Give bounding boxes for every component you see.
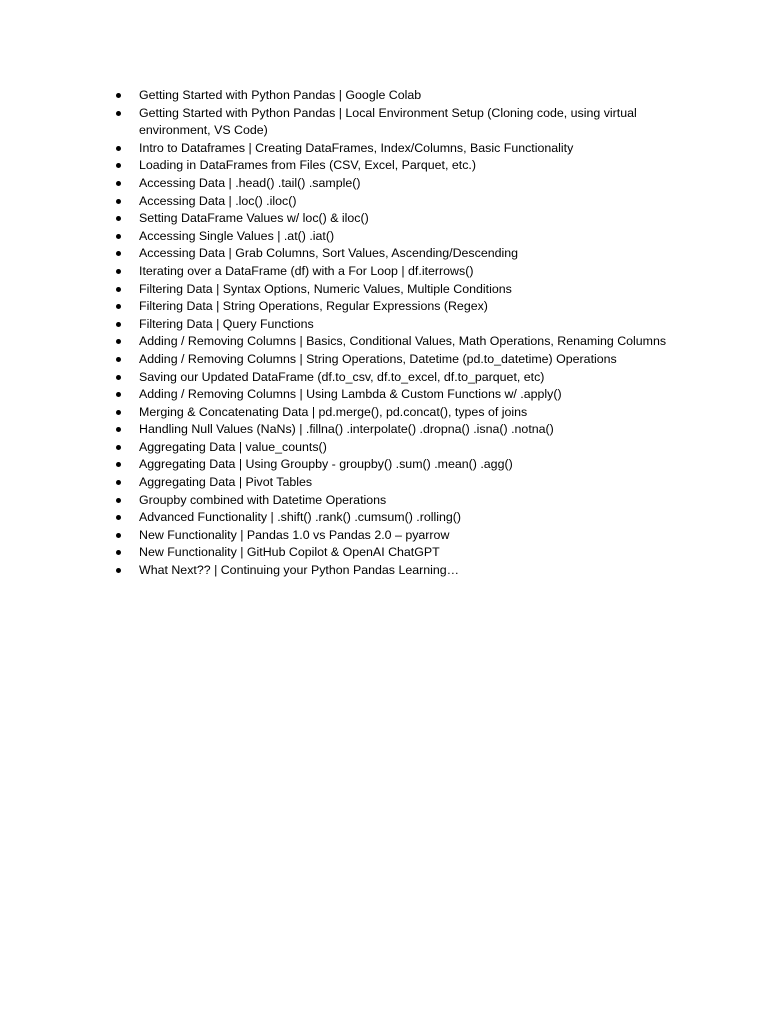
list-item	[115, 281, 675, 299]
list-item-text: Adding / Removing Columns | Basics, Conditional Values, Math Operations, Renaming Columns	[139, 334, 667, 349]
list-item-text: Adding / Removing Columns | Using Lambda & Custom Functions w/ .apply()	[139, 387, 562, 402]
list-item	[115, 316, 675, 334]
bullet-icon	[116, 322, 121, 327]
list-item	[115, 544, 675, 562]
bullet-icon	[116, 445, 121, 450]
list-item-text: Aggregating Data | value_counts()	[139, 439, 327, 454]
list-item	[115, 351, 675, 369]
bullet-icon	[116, 357, 121, 362]
list-item	[115, 228, 675, 246]
list-item-text: Loading in DataFrames from Files (CSV, Excel, Parquet, etc.)	[139, 158, 476, 173]
list-item-text: Filtering Data | Syntax Options, Numeric Values, Multiple Conditions	[139, 281, 512, 296]
list-item	[115, 87, 675, 105]
topic-list	[115, 87, 675, 580]
bullet-icon	[116, 287, 121, 292]
list-item-text: Groupby combined with Datetime Operations	[139, 492, 387, 507]
bullet-icon	[116, 498, 121, 503]
list-item-text: Saving our Updated DataFrame (df.to_csv, df.to_excel, df.to_parquet, etc)	[139, 369, 545, 384]
list-item	[115, 421, 675, 439]
list-item	[115, 245, 675, 263]
bullet-icon	[116, 550, 121, 555]
list-item	[115, 456, 675, 474]
list-item-text: New Functionality | GitHub Copilot & OpenAI ChatGPT	[139, 545, 440, 560]
bullet-icon	[116, 111, 121, 116]
list-item-text: Advanced Functionality | .shift() .rank() .cumsum() .rolling()	[139, 510, 462, 525]
list-item-text: What Next?? | Continuing your Python Pandas Learning…	[139, 563, 460, 578]
list-item-text: Getting Started with Python Pandas | Google Colab	[139, 88, 422, 102]
list-item-text: Filtering Data | String Operations, Regular Expressions (Regex)	[139, 299, 488, 314]
bullet-icon	[116, 146, 121, 151]
bullet-icon	[116, 480, 121, 485]
bullet-icon	[116, 93, 121, 98]
bullet-icon	[116, 533, 121, 538]
list-item	[115, 562, 675, 580]
list-item-text: Accessing Data | .loc() .iloc()	[139, 193, 297, 208]
list-item	[115, 386, 675, 404]
list-item-text: Aggregating Data | Pivot Tables	[139, 475, 313, 490]
list-item	[115, 333, 675, 351]
list-item-text: Filtering Data | Query Functions	[139, 316, 314, 331]
list-item-text: Handling Null Values (NaNs) | .fillna() .interpolate() .dropna() .isna() .notna()	[139, 422, 554, 437]
list-item-text: Aggregating Data | Using Groupby - groupby() .sum() .mean() .agg()	[139, 457, 513, 472]
bullet-icon	[116, 163, 121, 168]
bullet-icon	[116, 199, 121, 204]
list-item	[115, 369, 675, 387]
list-item	[115, 140, 675, 158]
list-item-text: Iterating over a DataFrame (df) with a For Loop | df.iterrows()	[139, 263, 474, 278]
bullet-icon	[116, 392, 121, 397]
bullet-icon	[116, 181, 121, 186]
list-item	[115, 157, 675, 175]
bullet-icon	[116, 234, 121, 239]
list-item-text: Accessing Data | .head() .tail() .sample()	[139, 175, 361, 190]
bullet-icon	[116, 375, 121, 380]
list-item	[115, 298, 675, 316]
bullet-icon	[116, 269, 121, 274]
list-item	[115, 439, 675, 457]
list-item	[115, 404, 675, 422]
list-item	[115, 175, 675, 193]
list-item	[115, 492, 675, 510]
list-item-text: Merging & Concatenating Data | pd.merge(), pd.concat(), types of joins	[139, 404, 528, 419]
bullet-icon	[116, 304, 121, 309]
list-item-text: Adding / Removing Columns | String Operations, Datetime (pd.to_datetime) Operations	[139, 351, 617, 366]
list-item-text: Accessing Data | Grab Columns, Sort Values, Ascending/Descending	[139, 246, 519, 261]
bullet-icon	[116, 251, 121, 256]
list-item-text: New Functionality | Pandas 1.0 vs Pandas 2.0 – pyarrow	[139, 527, 450, 542]
list-item	[115, 474, 675, 492]
list-item-text: Intro to Dataframes | Creating DataFrames, Index/Columns, Basic Functionality	[139, 140, 574, 155]
list-item-text: Accessing Single Values | .at() .iat()	[139, 228, 335, 243]
bullet-icon	[116, 339, 121, 344]
list-item-text: Setting DataFrame Values w/ loc() & iloc()	[139, 211, 369, 226]
list-item-text: Getting Started with Python Pandas | Local Environment Setup (Cloning code, using virtual environment, VS Code)	[139, 105, 637, 138]
list-item	[115, 105, 675, 140]
list-item	[115, 263, 675, 281]
bullet-icon	[116, 410, 121, 415]
list-item	[115, 193, 675, 211]
bullet-icon	[116, 427, 121, 432]
list-item	[115, 509, 675, 527]
bullet-icon	[116, 462, 121, 467]
list-item	[115, 210, 675, 228]
list-item	[115, 527, 675, 545]
bullet-icon	[116, 568, 121, 573]
bullet-icon	[116, 515, 121, 520]
bullet-icon	[116, 216, 121, 221]
